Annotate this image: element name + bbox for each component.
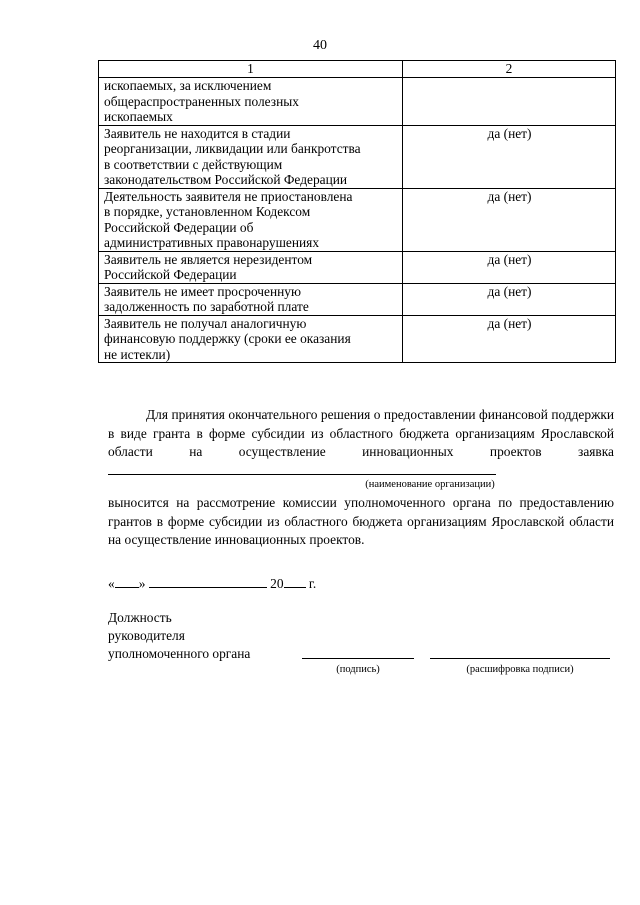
date-line bbox=[108, 575, 316, 593]
position-line: руководителя bbox=[108, 628, 185, 643]
answer-cell: да (нет) bbox=[403, 283, 616, 315]
condition-cell: ископаемых, за исключением общераспространенных полезных ископаемых bbox=[99, 78, 403, 126]
table-row bbox=[99, 125, 616, 188]
commission-paragraph-text: выносится на рассмотрение комиссии уполномоченного органа по предоставлению грантов в форме субсидии из областного бюджета организациям Ярославской области на осуществление инновационных проектов. bbox=[108, 495, 614, 547]
decision-paragraph bbox=[108, 406, 614, 480]
table-header-cell: 1 bbox=[99, 61, 403, 78]
table-header-cell: 2 bbox=[403, 61, 616, 78]
open-quote: « bbox=[108, 576, 115, 591]
position-line: Должность bbox=[108, 610, 172, 625]
signature-caption: (подпись) bbox=[336, 664, 380, 675]
answer-cell: да (нет) bbox=[403, 315, 616, 363]
close-quote: » bbox=[138, 576, 146, 591]
year-suffix: г. bbox=[308, 576, 317, 591]
month-field[interactable] bbox=[149, 575, 267, 588]
condition-cell: Деятельность заявителя не приостановлена в порядке, установленном Кодексом Российской Федерации об административных правонарушениях bbox=[99, 188, 403, 251]
year-prefix: 20 bbox=[270, 576, 284, 591]
day-field[interactable] bbox=[115, 575, 139, 588]
answer-cell: да (нет) bbox=[403, 251, 616, 283]
answer-cell: да (нет) bbox=[403, 188, 616, 251]
signature-decode-line[interactable] bbox=[430, 657, 610, 659]
condition-cell: Заявитель не имеет просроченную задолженность по заработной плате bbox=[99, 283, 403, 315]
page-number: 40 bbox=[313, 38, 327, 53]
table-header-row bbox=[99, 61, 616, 78]
commission-paragraph bbox=[108, 494, 614, 550]
table-row bbox=[99, 78, 616, 126]
condition-cell: Заявитель не получал аналогичную финансовую поддержку (сроки ее оказания не истекли) bbox=[99, 315, 403, 363]
signature-line[interactable] bbox=[302, 657, 414, 659]
answer-cell bbox=[403, 78, 616, 126]
organization-caption: (наименование организации) bbox=[365, 479, 495, 490]
answer-cell: да (нет) bbox=[403, 125, 616, 188]
decision-paragraph-text: Для принятия окончательного решения о предоставлении финансовой поддержки в виде гранта в форме субсидии из областного бюджета организациям Ярославской области на осуществление инновационных проектов заявка bbox=[108, 407, 614, 459]
table-row bbox=[99, 315, 616, 363]
conditions-table bbox=[98, 60, 616, 363]
condition-cell: Заявитель не находится в стадии реорганизации, ликвидации или банкротства в соответствии с действующим законодательством Российской Федерации bbox=[99, 125, 403, 188]
position-line: уполномоченного органа bbox=[108, 646, 251, 661]
signature-decode-caption: (расшифровка подписи) bbox=[466, 664, 574, 675]
table-row bbox=[99, 251, 616, 283]
position-title bbox=[108, 609, 250, 663]
table-row bbox=[99, 188, 616, 251]
condition-cell: Заявитель не является нерезидентом Российской Федерации bbox=[99, 251, 403, 283]
organization-name-line[interactable] bbox=[108, 462, 496, 475]
year-field[interactable] bbox=[284, 575, 306, 588]
table-row bbox=[99, 283, 616, 315]
